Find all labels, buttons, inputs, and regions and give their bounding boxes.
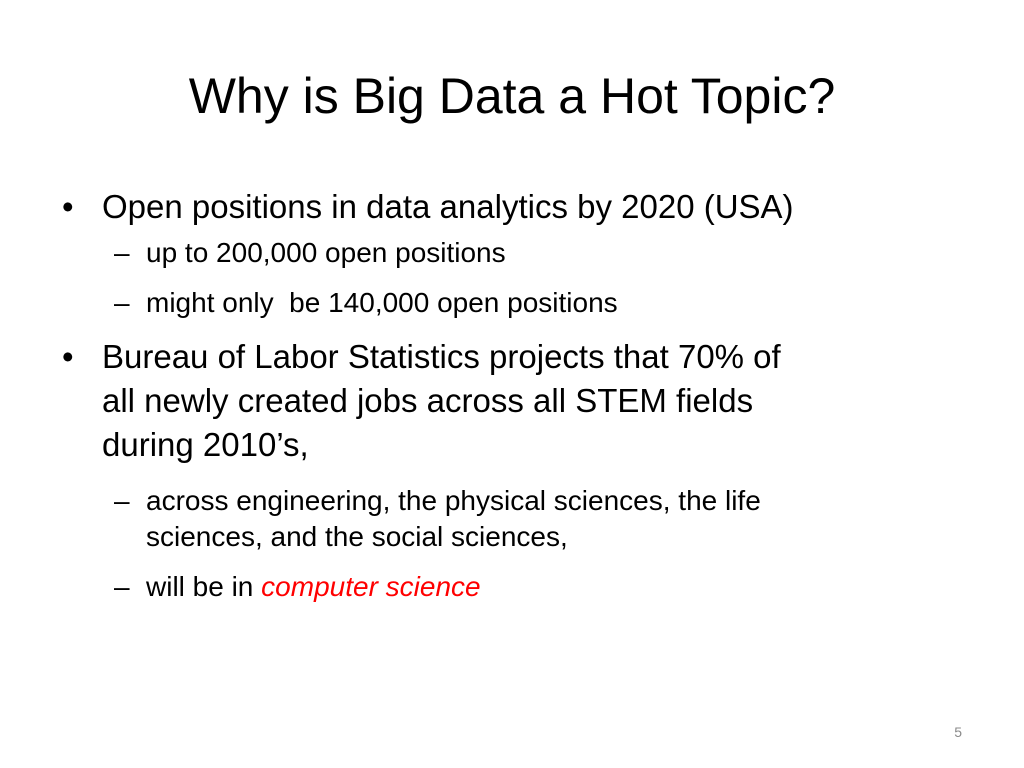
bullet-marker: • <box>62 338 74 375</box>
bullet-open-positions <box>62 185 972 229</box>
sub-bullet-up-to-200k <box>62 235 972 271</box>
dash-marker: – <box>114 485 130 516</box>
slide-title: Why is Big Data a Hot Topic? <box>188 68 836 124</box>
bullet-text-line-3: during 2010’s, <box>102 426 309 463</box>
slide-body <box>62 185 972 619</box>
dash-marker: – <box>114 237 130 268</box>
sub-bullet-140k <box>62 285 972 321</box>
page-number: 5 <box>954 724 962 740</box>
highlight-text: computer science <box>261 571 481 602</box>
bullet-text-line-2: all newly created jobs across all STEM fields <box>102 382 754 419</box>
sub-bullet-text: might only be 140,000 open positions <box>146 287 618 318</box>
dash-marker: – <box>114 287 130 318</box>
sub-bullet-line-2: sciences, and the social sciences, <box>146 521 568 552</box>
bullet-text: Open positions in data analytics by 2020 (USA) <box>102 188 794 225</box>
bullet-bls-projection <box>62 335 972 467</box>
bullet-text-line-1: Bureau of Labor Statistics projects that 70% of <box>102 338 781 375</box>
bullet-marker: • <box>62 188 74 225</box>
sub-bullet-fields <box>62 483 972 555</box>
sub-bullet-text: will be in <box>146 571 262 602</box>
dash-marker: – <box>114 571 130 602</box>
sub-bullet-text: up to 200,000 open positions <box>146 237 506 268</box>
sub-bullet-line-1: across engineering, the physical sciences, the life <box>146 485 761 516</box>
sub-bullet-computer-science <box>62 569 972 605</box>
